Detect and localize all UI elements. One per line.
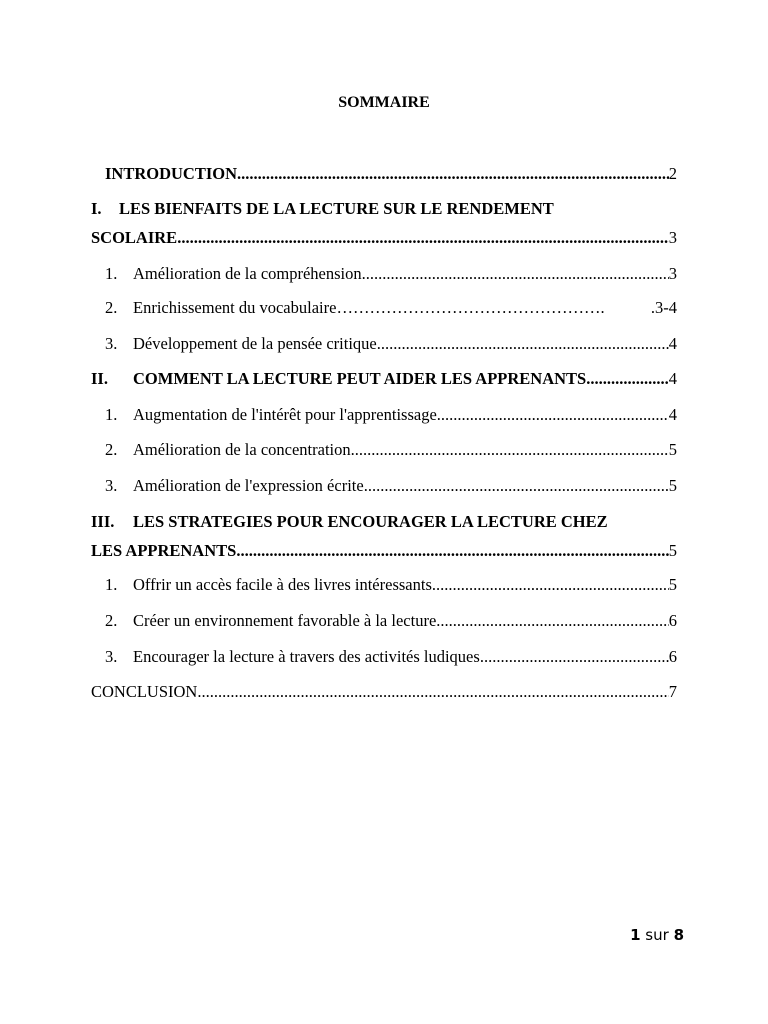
- toc-leader-dots: [177, 227, 669, 249]
- toc-entry-page: 3: [668, 228, 677, 247]
- toc-section-2-heading: [91, 368, 677, 390]
- toc-leader-dots: [586, 368, 669, 390]
- item-number: 3.: [105, 476, 118, 495]
- item-page: 6: [668, 611, 677, 630]
- toc-section-3-heading-cont: [91, 540, 677, 562]
- toc-item: [105, 610, 677, 632]
- section-number: I.: [91, 199, 102, 218]
- toc-item: [105, 297, 677, 319]
- section-label-line1: LES STRATEGIES POUR ENCOURAGER LA LECTURE CHEZ: [133, 512, 608, 531]
- item-label: Augmentation de l'intérêt pour l'apprentissage: [133, 405, 437, 424]
- section-number: III.: [91, 512, 115, 531]
- toc-section-1-heading: [91, 198, 677, 220]
- toc-entry-page: 7: [668, 682, 677, 701]
- item-label: Amélioration de l'expression écrite: [133, 476, 364, 495]
- item-label: Développement de la pensée critique: [133, 334, 377, 353]
- item-label: Enrichissement du vocabulaire: [133, 298, 337, 317]
- section-label: COMMENT LA LECTURE PEUT AIDER LES APPRENANTS: [133, 369, 587, 388]
- toc-leader-dots: [237, 163, 669, 185]
- toc-leader-dots: [351, 439, 669, 461]
- section-label-line2: SCOLAIRE: [91, 228, 178, 247]
- item-label: Créer un environnement favorable à la lecture: [133, 611, 437, 630]
- toc-entry-introduction: [105, 163, 677, 185]
- toc-section-1-heading-cont: [91, 227, 677, 249]
- toc-leader-dots: [197, 681, 668, 703]
- item-page: 4: [668, 334, 677, 353]
- item-number: 1.: [105, 405, 118, 424]
- toc-item: [105, 574, 677, 596]
- toc-item: [105, 439, 677, 461]
- item-number: 1.: [105, 264, 118, 283]
- toc-entry-conclusion: [91, 681, 677, 703]
- total-page-count: 8: [673, 926, 684, 944]
- toc-leader-dots: [364, 475, 669, 497]
- toc-leader-dots: [377, 333, 669, 355]
- item-page: 6: [668, 647, 677, 666]
- toc-entry-label: INTRODUCTION: [105, 164, 238, 183]
- toc-entry-page: 2: [668, 164, 677, 183]
- item-label: Encourager la lecture à travers des activités ludiques: [133, 647, 480, 666]
- toc-leader-dots: [236, 540, 668, 562]
- toc-item: [105, 333, 677, 355]
- item-page: 5: [668, 575, 677, 594]
- toc-entry-label: CONCLUSION: [91, 682, 198, 701]
- toc-leader-dots: [436, 610, 668, 632]
- item-number: 3.: [105, 647, 118, 666]
- toc-leader-dots: [432, 574, 669, 596]
- item-label: Offrir un accès facile à des livres intéressants: [133, 575, 432, 594]
- document-title: SOMMAIRE: [338, 94, 430, 111]
- item-number: 2.: [105, 298, 118, 317]
- toc-item: [105, 404, 677, 426]
- item-number: 3.: [105, 334, 118, 353]
- toc-entry-page: 5: [668, 541, 677, 560]
- item-number: 2.: [105, 611, 118, 630]
- toc-leader-dots: [437, 404, 669, 426]
- toc-leader-dots: [362, 263, 669, 285]
- item-number: 1.: [105, 575, 118, 594]
- item-page: 5: [668, 440, 677, 459]
- section-label-line2: LES APPRENANTS: [91, 541, 237, 560]
- toc-leader-dots: [480, 646, 669, 668]
- item-page: 3: [668, 264, 677, 283]
- item-page: 5: [668, 476, 677, 495]
- item-label: Amélioration de la compréhension: [133, 264, 362, 283]
- page-number-footer: [630, 926, 684, 944]
- item-number: 2.: [105, 440, 118, 459]
- section-label-line1: LES BIENFAITS DE LA LECTURE SUR LE RENDEMENT: [119, 199, 554, 218]
- section-number: II.: [91, 369, 108, 388]
- toc-entry-page: 4: [668, 369, 677, 388]
- item-page: .3-4: [650, 298, 677, 317]
- item-page: 4: [668, 405, 677, 424]
- toc-item: [105, 263, 677, 285]
- toc-item: [105, 475, 677, 497]
- page-of-word: sur: [645, 926, 669, 944]
- toc-section-3-heading: [91, 511, 677, 533]
- toc-leader-ellipsis: ………………………………………….: [336, 298, 605, 317]
- current-page-number: 1: [630, 926, 641, 944]
- item-label: Amélioration de la concentration: [133, 440, 351, 459]
- toc-item: [105, 646, 677, 668]
